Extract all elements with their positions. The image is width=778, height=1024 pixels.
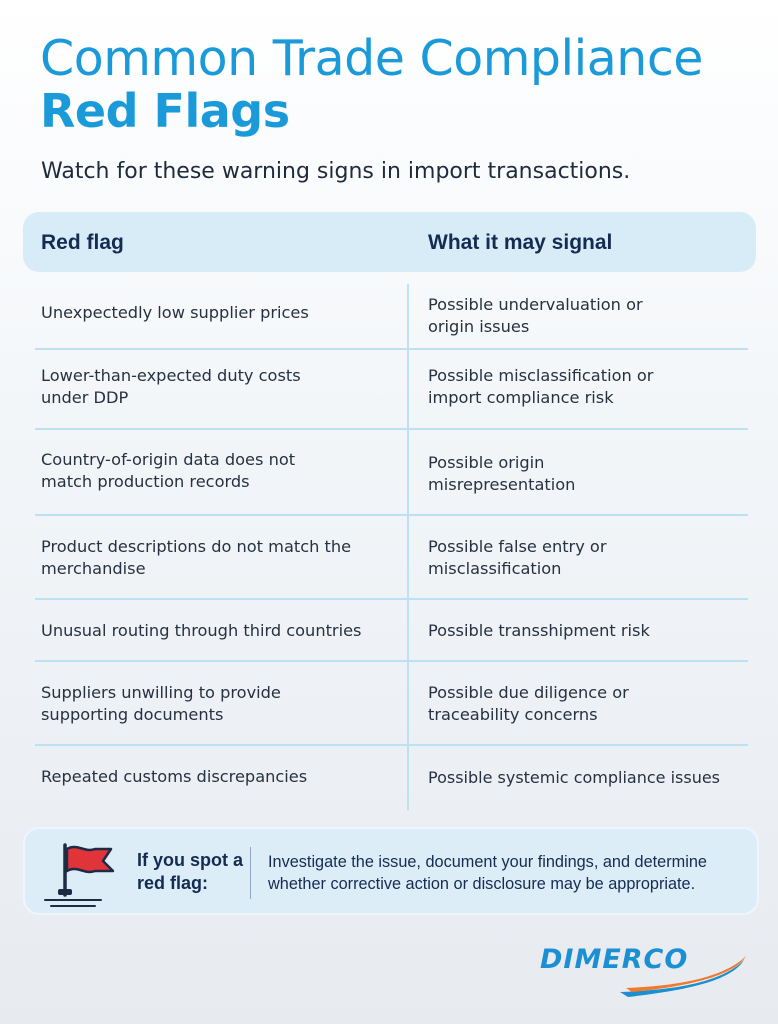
row-divider bbox=[35, 428, 748, 430]
table-row-signal: Possible systemic compliance issues bbox=[428, 768, 721, 787]
page-subtitle: Watch for these warning signs in import transactions. bbox=[41, 159, 631, 184]
table-row-signal: Possible due diligence or traceability concerns bbox=[428, 683, 629, 724]
row-divider bbox=[35, 514, 748, 516]
table-row-signal: Possible false entry or misclassification bbox=[428, 537, 607, 578]
row-divider bbox=[35, 348, 748, 350]
red-flag-icon bbox=[39, 837, 119, 909]
column-header-red-flag: Red flag bbox=[41, 231, 124, 254]
page-title-line1: Common Trade Compliance bbox=[40, 30, 703, 87]
table-row-flag: Lower-than-expected duty costs under DDP bbox=[41, 366, 301, 407]
row-divider bbox=[35, 744, 748, 746]
callout-title: If you spot a red flag: bbox=[137, 850, 244, 893]
column-divider bbox=[407, 284, 409, 810]
table-row-flag: Repeated customs discrepancies bbox=[41, 767, 308, 786]
table-row-signal: Possible misclassification or import compliance risk bbox=[428, 366, 654, 407]
callout-divider bbox=[250, 847, 251, 899]
table-row-flag: Country-of-origin data does not match production records bbox=[41, 450, 296, 491]
table-row-flag: Unusual routing through third countries bbox=[41, 621, 362, 640]
table-header bbox=[23, 212, 756, 272]
row-divider bbox=[35, 660, 748, 662]
table-row-signal: Possible origin misrepresentation bbox=[428, 453, 576, 494]
callout-text: Investigate the issue, document your findings, and determine whether corrective action or disclosure may be appropriate. bbox=[268, 853, 707, 893]
table-row-flag: Unexpectedly low supplier prices bbox=[41, 303, 309, 322]
row-divider bbox=[35, 598, 748, 600]
red-flag-callout bbox=[23, 827, 759, 915]
table-row-signal: Possible undervaluation or origin issues bbox=[428, 295, 643, 336]
table-row-flag: Product descriptions do not match the merchandise bbox=[41, 537, 352, 578]
table-row-flag: Suppliers unwilling to provide supporting documents bbox=[41, 683, 281, 724]
dimerco-logo bbox=[540, 944, 750, 996]
page-title-line2: Red Flags bbox=[40, 84, 290, 138]
table-row-signal: Possible transshipment risk bbox=[428, 621, 650, 640]
column-header-signal: What it may signal bbox=[428, 231, 613, 254]
logo-wordmark: DIMERCO bbox=[540, 944, 689, 975]
